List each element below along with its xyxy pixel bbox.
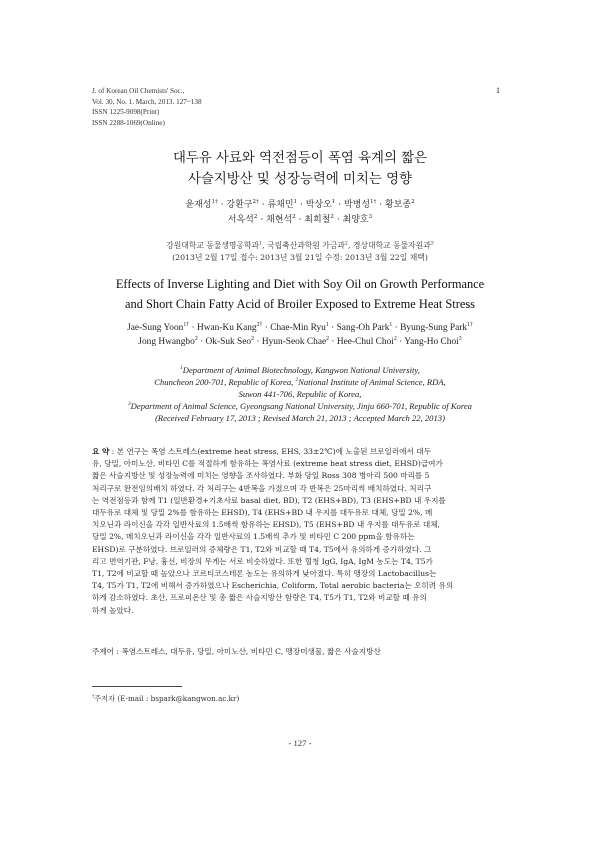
author-name: 윤재성 [185, 200, 212, 210]
author-name-sup: 1† [183, 321, 190, 328]
abstract-text: 하게 높았다. [92, 605, 134, 615]
author-name: Chae-Min Ryu [270, 323, 326, 333]
author-name-sup: 2† [256, 321, 263, 328]
abstract-line [92, 592, 508, 604]
footnote-divider [92, 686, 182, 687]
korean-authors-line2 [0, 213, 600, 228]
affiliation: 강원대학교 동물생명공학과 [166, 241, 260, 250]
journal-issn-online: ISSN 2288-1069(Online) [92, 118, 165, 127]
korean-title-line2: 사슬지방산 및 성장능력에 미치는 영향 [188, 172, 412, 187]
author-name-sup: 1† [370, 199, 377, 205]
author-name: Hee-Chul Choi [336, 336, 394, 347]
separator: · [197, 336, 206, 347]
abstract-text: : 본 연구는 폭염 스트레스(extreme heat stress, EHS, 33±2℃)에 노출된 브로일러에서 대두 [111, 447, 431, 456]
keywords-text: 폭염스트레스, 대두유, 당밀, 아미노산, 비타민 C, 맹장미생물, 짧은 사슬지방산 [121, 647, 381, 656]
separator: · [333, 215, 343, 225]
english-dates: (Received February 17, 2013 ; Revised March 21, 2013 ; Accepted March 22, 2013) [155, 413, 445, 423]
keywords-label: 주제어 : [92, 647, 119, 656]
affiliation-sup: 3 [430, 241, 434, 247]
author-name: 최희철 [304, 215, 331, 225]
author-name-sup: 1 [325, 321, 329, 328]
separator: · [376, 200, 385, 210]
author-name-sup: 2† [252, 199, 259, 205]
abstract-line [92, 446, 508, 458]
english-authors [0, 322, 600, 349]
separator: · [297, 200, 306, 210]
abstract-text: T4, T5가 T1, T2에 비해서 증가하였으나 Escherichia, Coliform, Total aerobic bacteria는 오히려 유의 [92, 581, 454, 591]
author-name-sup: 1 [331, 199, 336, 205]
korean-dates: (2013년 2월 17일 접수: 2013년 3월 21일 수정: 2013년 3월 22일 채택) [172, 253, 428, 262]
abstract-text: 유, 당밀, 아미노산, 비타민 C를 적절하게 함유하는 폭염사료 (extreme heat stress diet, EHSD)급여가 [92, 459, 443, 469]
author-name-sup: 2 [194, 335, 198, 342]
journal-info [92, 86, 202, 128]
separator: · [396, 336, 405, 347]
separator: · [328, 323, 337, 333]
abstract-line [92, 483, 508, 495]
abstract-line [92, 495, 508, 507]
author-name: Sang-Oh Park [336, 323, 390, 333]
english-affiliation-line4 [0, 400, 600, 412]
abstract-text: 짧은 사슬지방산 및 성장능력에 미치는 영향을 조사하였다. 부화 당일 Ross 308 병아리 500 마리를 5 [92, 471, 430, 481]
affil-text: Department of Animal Biotechnology, Kangwon National University, [182, 365, 420, 375]
english-authors-line1 [0, 322, 600, 336]
author-name-sup: 3 [368, 214, 373, 220]
author-name-sup: 3 [458, 335, 462, 342]
author-name-sup: 2 [292, 214, 296, 220]
author-name-sup: 2 [326, 335, 330, 342]
author-name: Yang-Ho Choi [404, 336, 459, 347]
author-name-sup: 2 [393, 335, 397, 342]
author-name-sup: 1† [467, 321, 473, 328]
footnote-mark: † [92, 694, 95, 700]
keywords [92, 646, 508, 658]
affiliation-sup: 2 [344, 241, 348, 247]
author-name-sup: 1 [293, 199, 298, 205]
english-affiliations [0, 364, 600, 424]
abstract-text: 하게 감소하였다. 초산, 프로피온산 및 총 짧은 사슬지방산 함량은 T4, T5가 T1, T2와 비교할 때 유의 [92, 593, 427, 603]
abstract-text: EHSD)로 구분하였다. 브로일러의 증체량은 T1, T2와 비교할 때 T4, T5에서 유의하게 증가하였다. 그 [92, 544, 432, 554]
author-name-sup: 2 [253, 214, 258, 220]
author-name-sup: 1 [389, 321, 393, 328]
journal-issn-print: ISSN 1225-9098(Print) [92, 108, 160, 117]
abstract-line [92, 519, 508, 531]
abstract-line [92, 605, 508, 617]
author-name: Ok-Suk Seo [205, 336, 252, 347]
abstract-label: 요 약 [92, 447, 110, 456]
separator: · [257, 215, 267, 225]
korean-affiliations [0, 240, 600, 264]
affiliation-sup: 1 [259, 241, 263, 247]
separator: · [258, 200, 268, 210]
english-title [0, 274, 600, 314]
separator: · [254, 336, 262, 347]
separator: · [189, 323, 197, 333]
footnote-text: 주저자 (E-mail : bspark@kangwon.ac.kr) [94, 694, 240, 703]
korean-authors-line1 [0, 198, 600, 213]
author-name: Jong Hwangbo [138, 336, 195, 347]
korean-authors [0, 198, 600, 228]
abstract-line [92, 470, 508, 482]
author-name: 박상오 [305, 200, 332, 210]
abstract-line [92, 544, 508, 556]
korean-affiliation-line [0, 240, 600, 252]
author-name-sup: 2 [411, 199, 415, 205]
separator: · [329, 336, 337, 347]
abstract-line [92, 568, 508, 580]
author-name: Hyun-Seok Chae [261, 336, 327, 347]
english-affiliation-line1 [0, 364, 600, 376]
abstract-text: 대두유로 대체 및 당밀 2%를 함유하는 EHSD), T4 (EHS+BD 내 우지를 대두유로 대체, 당밀 2%, 메 [92, 508, 433, 518]
abstract [92, 446, 508, 617]
separator: , [347, 241, 353, 250]
author-name: 황보종 [384, 200, 412, 210]
abstract-text: 는 역전점등과 함께 T1 (일반환경+기초사료 basal diet, BD), T2 (EHS+BD), T3 (EHS+BD 내 우지를 [92, 495, 446, 505]
author-name: Hwan-Ku Kang [196, 323, 257, 333]
author-name-sup: 2 [251, 335, 255, 342]
separator: · [335, 200, 344, 210]
abstract-line [92, 531, 508, 543]
author-name: 채현석 [266, 215, 293, 225]
author-name: 서옥석 [227, 215, 254, 225]
affiliation: 경상대학교 동물자원과 [352, 241, 431, 250]
english-authors-line2 [0, 336, 600, 350]
abstract-text: 처리구로 완전임의배치 하였다. 각 처리구는 4반복을 가졌으며 각 반복은 25마리씩 배치하였다. 처리구 [92, 483, 432, 493]
separator: · [217, 200, 227, 210]
author-name: 류채민 [267, 200, 294, 210]
english-affiliation-line3: Suwon 441-706, Republic of Korea, [238, 389, 362, 399]
abstract-text: 치오닌과 라이신을 각각 일반사료의 1.5배씩 함유하는 EHSD), T5 (EHS+BD 내 우지를 대두유로 대체, [92, 520, 440, 530]
author-name: Byung-Sung Park [400, 323, 468, 333]
abstract-text: T1, T2에 비교할 때 높았으나 코르티코스테론 농도는 유의하게 낮아졌다. 특히 맹장의 Lactobacillus는 [92, 569, 437, 579]
abstract-line [92, 458, 508, 470]
author-name: Jae-Sung Yoon [127, 323, 184, 333]
affil-sup: 1 [180, 365, 183, 372]
affil-text: National Institute of Animal Science, RDA, [298, 377, 446, 387]
korean-title [0, 148, 600, 190]
english-title-line2: and Short Chain Fatty Acid of Broiler Exposed to Extreme Heat Stress [125, 297, 475, 311]
affil-text: Chuncheon 200-701, Republic of Korea, [154, 377, 296, 387]
footnote [92, 694, 239, 704]
korean-title-line1: 대두유 사료와 역전점등이 폭염 육계의 짧은 [172, 151, 428, 166]
english-title-line1: Effects of Inverse Lighting and Diet with Soy Oil on Growth Performance [115, 277, 485, 291]
author-name: 강환구 [226, 200, 253, 210]
affil-sup: 2 [295, 377, 299, 384]
journal-name: J. of Korean Oil Chemists' Soc., [92, 87, 185, 95]
separator: · [392, 323, 401, 333]
separator: , [262, 241, 268, 250]
journal-volume: Vol. 30, No. 1. March, 2013. 127~138 [92, 97, 202, 106]
author-name-sup: 2 [330, 214, 334, 220]
abstract-line [92, 580, 508, 592]
abstract-line [92, 507, 508, 519]
abstract-text: 리고 면역기관, F낭, 흉선, 비장의 무게는 서로 비슷하였다. 또한 혈청 IgG, IgA, IgM 농도는 T4, T5가 [92, 556, 433, 566]
affil-text: Department of Animal Science, Gyeongsang National University, Jinju 660-701, Republic of Korea [130, 401, 472, 411]
separator: · [295, 215, 305, 225]
english-affiliation-line2 [0, 376, 600, 388]
separator: · [262, 323, 271, 333]
author-name-sup: 1† [211, 199, 218, 205]
author-name: 박병성 [343, 200, 371, 210]
abstract-text: 당밀 2%, 메치오닌과 라이신을 각각 일반사료의 1.5배씩 추가 및 비타민 C 200 ppm을 함유하는 [92, 532, 415, 542]
abstract-line [92, 556, 508, 568]
page-number: - 127 - [288, 738, 312, 748]
affil-sup: 3 [128, 401, 131, 408]
page-marker: 1 [496, 86, 500, 95]
affiliation: 국립축산과학원 가금과 [267, 241, 345, 250]
author-name: 최양호 [342, 215, 369, 225]
